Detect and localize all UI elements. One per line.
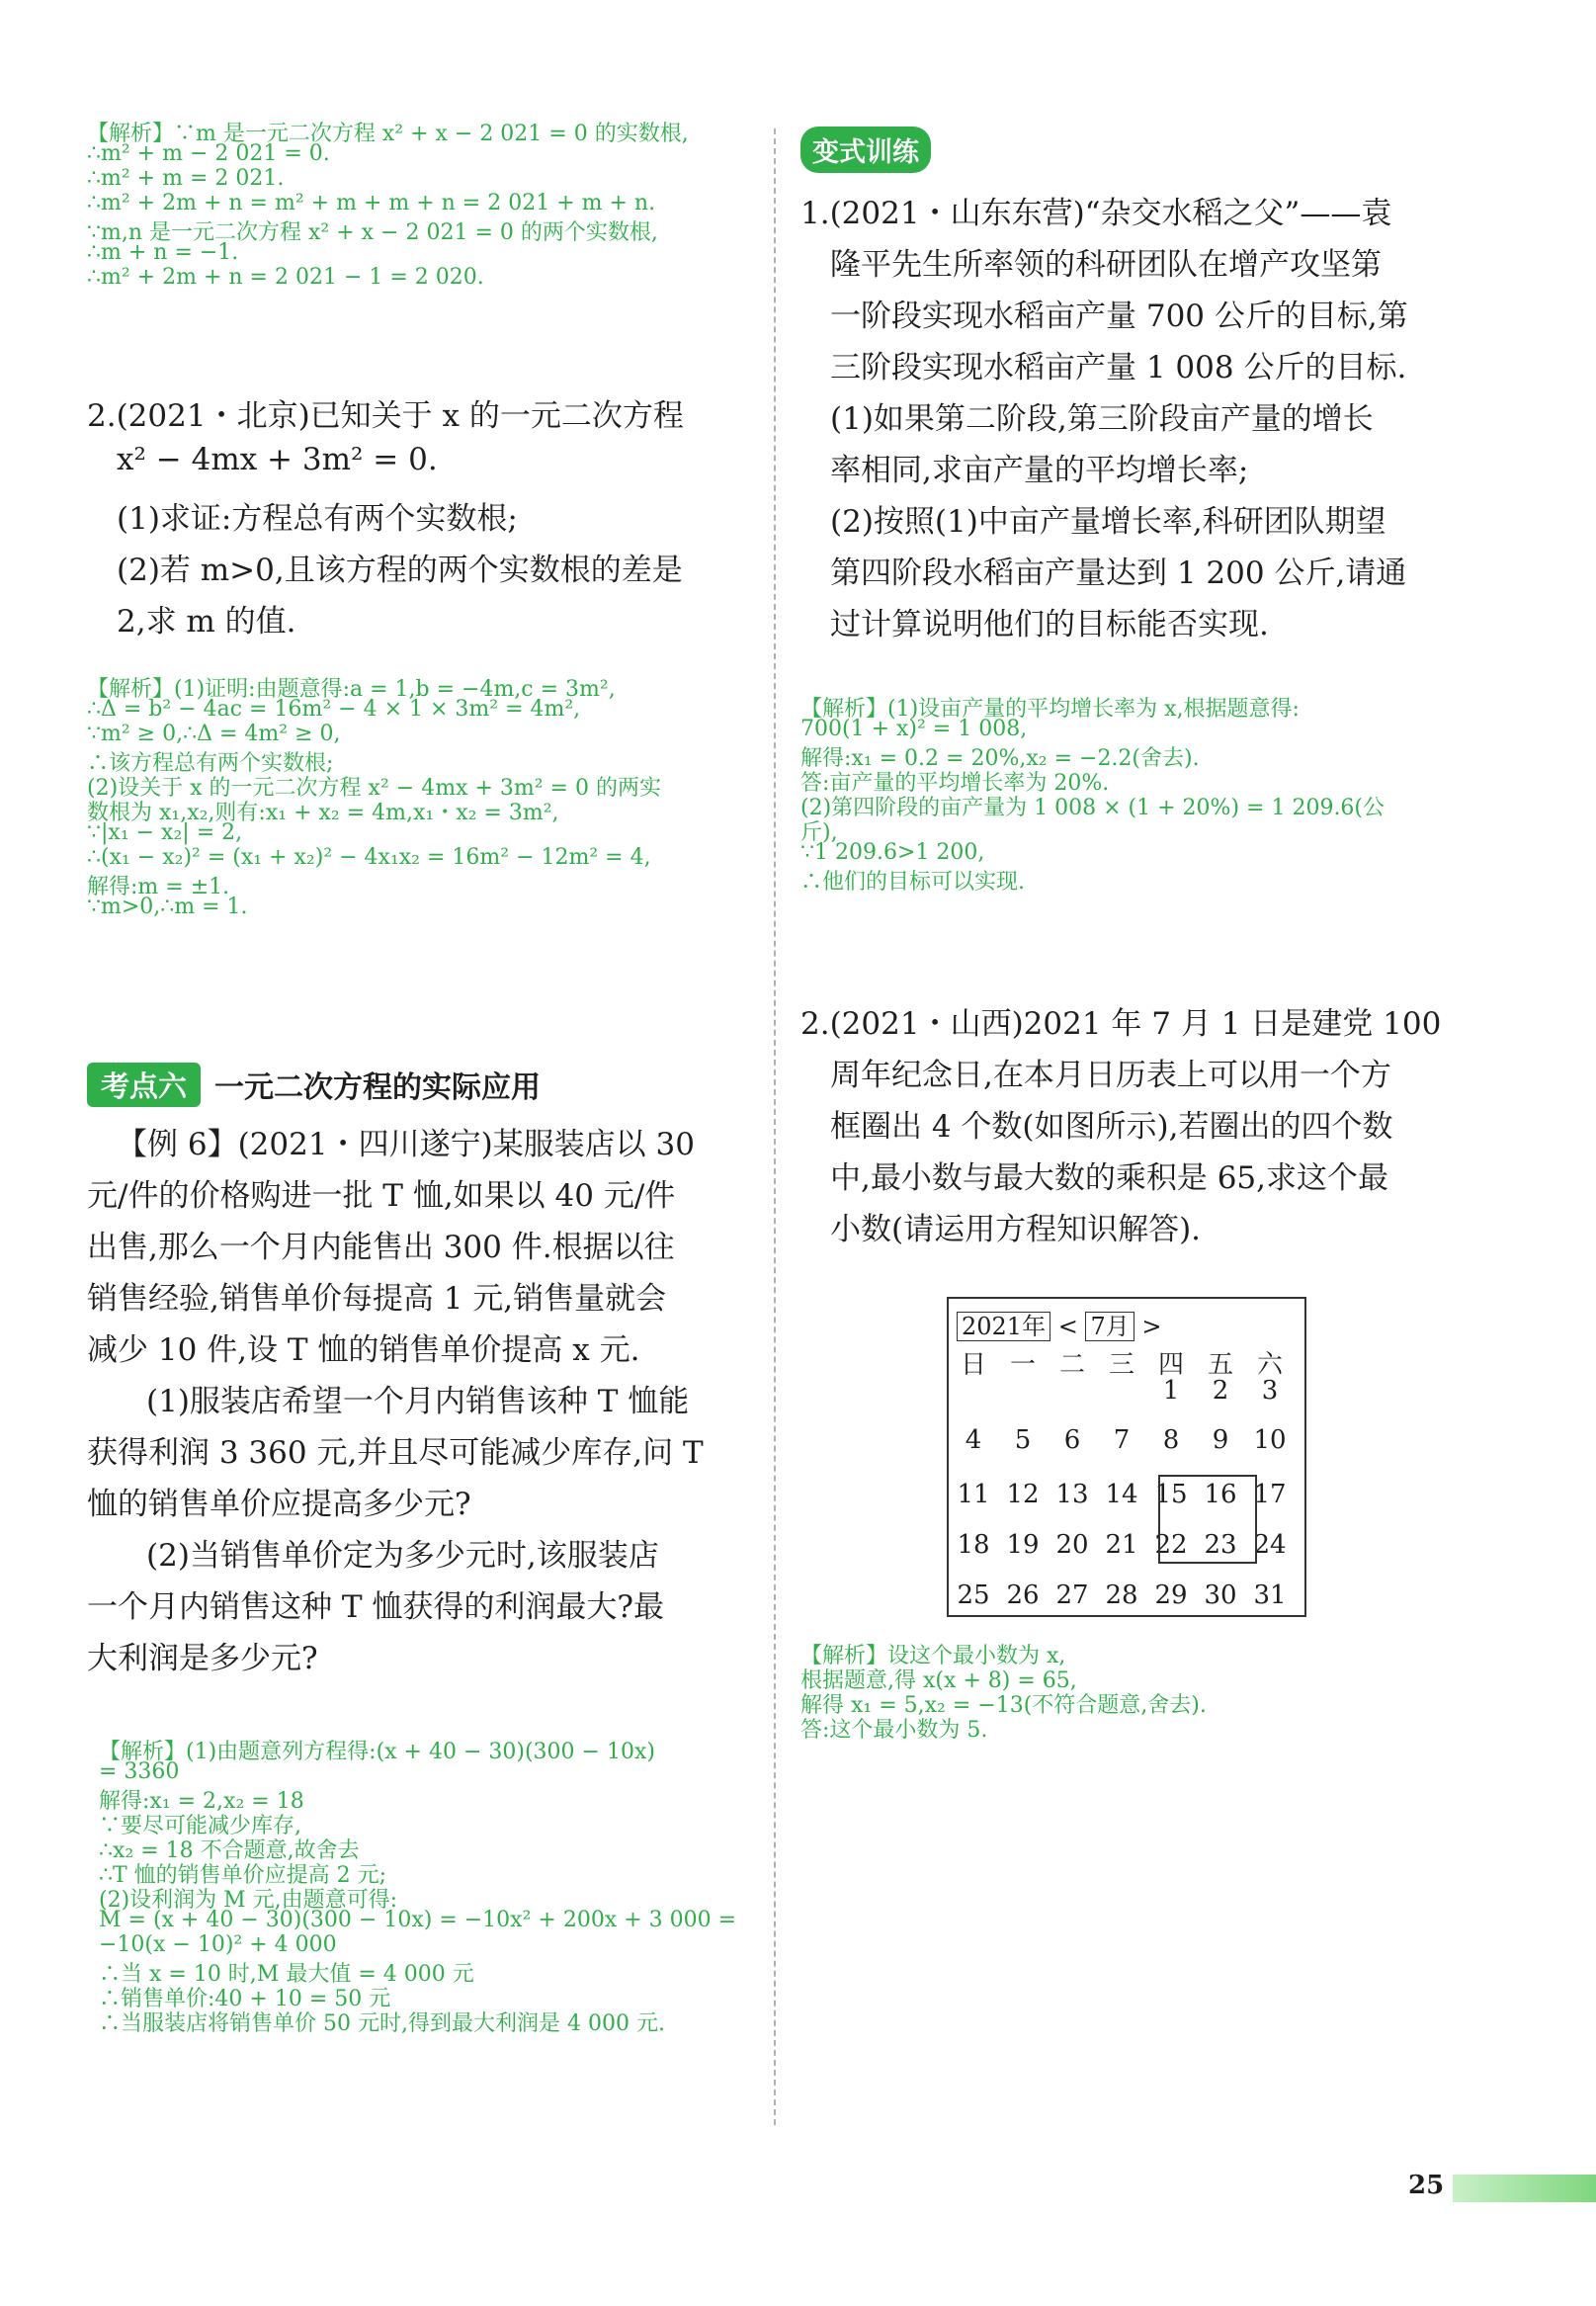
calendar-weekday: 二 xyxy=(1058,1350,1085,1380)
calendar-day: 28 xyxy=(1105,1580,1138,1610)
calendar-day: 15 xyxy=(1154,1480,1188,1509)
practice-analysis2-line: 解得 x₁ = 5,x₂ = −13(不符合题意,舍去). xyxy=(800,1693,1207,1718)
calendar-day: 24 xyxy=(1253,1530,1287,1560)
calendar-day: 30 xyxy=(1204,1580,1237,1610)
calendar-day: 5 xyxy=(1014,1425,1032,1455)
calendar-day: 21 xyxy=(1105,1530,1138,1560)
analysis3-line: 解得:x₁ = 2,x₂ = 18 xyxy=(99,1789,304,1814)
analysis1-line: 【解析】∵m 是一元二次方程 x² + x − 2 021 = 0 的实数根, xyxy=(87,122,689,146)
analysis3-line: ∴销售单价:40 + 10 = 50 元 xyxy=(99,1987,391,2011)
practice-analysis2-line: 【解析】设这个最小数为 x, xyxy=(800,1644,1066,1668)
calendar-day: 8 xyxy=(1162,1425,1180,1455)
calendar-day: 12 xyxy=(1006,1480,1040,1509)
example6-line: 恤的销售单价应提高多少元? xyxy=(87,1487,471,1522)
calendar-day: 19 xyxy=(1006,1530,1040,1560)
section-heading xyxy=(87,1063,541,1106)
practice-q1-line: 三阶段实现水稻亩产量 1 008 公斤的目标. xyxy=(830,350,1407,385)
practice-q1-line: (2)按照(1)中亩产量增长率,科研团队期望 xyxy=(830,504,1386,540)
calendar-day: 1 xyxy=(1162,1376,1180,1406)
example6-line: 获得利润 3 360 元,并且尽可能减少库存,问 T xyxy=(87,1435,704,1471)
analysis2-line: 【解析】(1)证明:由题意得:a = 1,b = −4m,c = 3m², xyxy=(87,677,616,702)
analysis2-line: ∵m² ≥ 0,∴Δ = 4m² ≥ 0, xyxy=(87,722,341,746)
calendar-day: 16 xyxy=(1204,1480,1237,1509)
practice-analysis1-line: ∵1 209.6>1 200, xyxy=(800,840,985,865)
analysis3-line: −10(x − 10)² + 4 000 xyxy=(99,1932,337,1957)
analysis3-line: 【解析】(1)由题意列方程得:(x + 40 − 30)(300 − 10x) xyxy=(99,1740,655,1764)
practice-q2-line: 框圈出 4 个数(如图所示),若圈出的四个数 xyxy=(830,1109,1393,1145)
calendar-day: 13 xyxy=(1055,1480,1089,1509)
example6-line: 一个月内销售这种 T 恤获得的利润最大?最 xyxy=(87,1589,665,1625)
analysis3-line: ∴T 恤的销售单价应提高 2 元; xyxy=(99,1863,387,1888)
analysis2-line: ∴(x₁ − x₂)² = (x₁ + x₂)² − 4x₁x₂ = 16m² − 12m² = 4, xyxy=(87,845,651,870)
practice-q2-line: 周年纪念日,在本月日历表上可以用一个方 xyxy=(830,1058,1391,1093)
analysis3-line: ∴当 x = 10 时,M 最大值 = 4 000 元 xyxy=(99,1962,474,1987)
column-divider xyxy=(774,128,776,2125)
calendar-day: 25 xyxy=(957,1580,990,1610)
practice-analysis1-line: 解得:x₁ = 0.2 = 20%,x₂ = −2.2(舍去). xyxy=(800,746,1200,771)
calendar-day: 20 xyxy=(1055,1530,1089,1560)
calendar-day: 2 xyxy=(1212,1376,1229,1406)
section-title: 一元二次方程的实际应用 xyxy=(214,1070,542,1105)
analysis3-line: ∴当服装店将销售单价 50 元时,得到最大利润是 4 000 元. xyxy=(99,2011,665,2036)
practice-header: 变式训练 xyxy=(800,127,931,173)
calendar-day: 23 xyxy=(1204,1530,1237,1560)
practice-q1-line: 1.(2021・山东东营)“杂交水稻之父”——袁 xyxy=(800,196,1392,231)
practice-q1-line: 第四阶段水稻亩产量达到 1 200 公斤,请通 xyxy=(830,555,1407,591)
question2-line: x² − 4mx + 3m² = 0. xyxy=(117,442,438,477)
page-number: 25 xyxy=(1408,2171,1445,2200)
calendar-day: 10 xyxy=(1253,1425,1287,1455)
analysis2-line: ∴Δ = b² − 4ac = 16m² − 4 × 1 × 3m² = 4m², xyxy=(87,697,581,722)
practice-q2-line: 小数(请运用方程知识解答). xyxy=(830,1212,1202,1247)
calendar-day: 29 xyxy=(1154,1580,1188,1610)
analysis3-line: = 3360 xyxy=(99,1759,180,1784)
calendar-day: 11 xyxy=(957,1480,990,1509)
practice-analysis1-line: 【解析】(1)设亩产量的平均增长率为 x,根据题意得: xyxy=(800,697,1300,722)
example6-line: 大利润是多少元? xyxy=(87,1641,318,1676)
practice-analysis1-line: 答:亩产量的平均增长率为 20%. xyxy=(800,771,1110,796)
selection-box xyxy=(1158,1475,1257,1564)
page-number-bar xyxy=(1453,2175,1596,2202)
analysis1-line: ∴m + n = −1. xyxy=(87,240,239,265)
calendar-figure xyxy=(947,1297,1306,1617)
example6-line: 减少 10 件,设 T 恤的销售单价提高 x 元. xyxy=(87,1332,640,1368)
question2-line: 2.(2021・北京)已知关于 x 的一元二次方程 xyxy=(87,398,684,434)
practice-analysis1-line: ∴他们的目标可以实现. xyxy=(800,870,1025,895)
calendar-day: 26 xyxy=(1006,1580,1040,1610)
analysis3-line: (2)设利润为 M 元,由题意可得: xyxy=(99,1888,398,1913)
analysis1-line: ∵m,n 是一元二次方程 x² + x − 2 021 = 0 的两个实数根, xyxy=(87,220,658,245)
calendar-month: 7月 xyxy=(1085,1312,1134,1341)
section-tag: 考点六 xyxy=(87,1063,201,1107)
calendar-year: 2021年 xyxy=(957,1312,1050,1341)
example6-line: 【例 6】(2021・四川遂宁)某服装店以 30 xyxy=(117,1127,695,1162)
practice-q1-line: 过计算说明他们的目标能否实现. xyxy=(830,607,1269,642)
calendar-weekday: 三 xyxy=(1108,1350,1134,1380)
calendar-day: 14 xyxy=(1105,1480,1138,1509)
example6-line: (1)服装店希望一个月内销售该种 T 恤能 xyxy=(146,1384,690,1419)
analysis2-line: 数根为 x₁,x₂,则有:x₁ + x₂ = 4m,x₁・x₂ = 3m², xyxy=(87,801,559,825)
calendar-header xyxy=(957,1307,1162,1341)
analysis3-line: ∴x₂ = 18 不合题意,故舍去 xyxy=(99,1838,360,1863)
calendar-day: 18 xyxy=(957,1530,990,1560)
example6-line: (2)当销售单价定为多少元时,该服装店 xyxy=(146,1538,659,1574)
example6-line: 销售经验,销售单价每提高 1 元,销售量就会 xyxy=(87,1281,667,1317)
calendar-day: 4 xyxy=(965,1425,982,1455)
analysis2-line: 解得:m = ±1. xyxy=(87,875,230,899)
question2-line: (1)求证:方程总有两个实数根; xyxy=(117,501,518,537)
practice-q1-line: 率相同,求亩产量的平均增长率; xyxy=(830,453,1249,488)
analysis3-line: ∵要尽可能减少库存, xyxy=(99,1814,301,1838)
calendar-day: 22 xyxy=(1154,1530,1188,1560)
question2-line: (2)若 m>0,且该方程的两个实数根的差是 xyxy=(117,553,683,588)
analysis2-line: ∵|x₁ − x₂| = 2, xyxy=(87,820,243,845)
analysis2-line: ∴该方程总有两个实数根; xyxy=(87,751,334,776)
practice-analysis2-line: 答:这个最小数为 5. xyxy=(800,1718,988,1743)
calendar-weekday: 日 xyxy=(960,1350,986,1380)
calendar-day: 31 xyxy=(1253,1580,1287,1610)
practice-analysis1-line: 斤), xyxy=(800,820,838,845)
analysis1-line: ∴m² + 2m + n = m² + m + m + n = 2 021 + m + n. xyxy=(87,191,656,215)
calendar-day: 17 xyxy=(1253,1480,1287,1509)
analysis2-line: (2)设关于 x 的一元二次方程 x² − 4mx + 3m² = 0 的两实 xyxy=(87,776,661,801)
question2-line: 2,求 m 的值. xyxy=(117,604,296,640)
calendar-prev: < xyxy=(1057,1313,1078,1340)
calendar-next: > xyxy=(1141,1313,1162,1340)
analysis1-line: ∴m² + m = 2 021. xyxy=(87,166,285,191)
calendar-day: 3 xyxy=(1261,1376,1279,1406)
calendar-weekday: 一 xyxy=(1009,1350,1036,1380)
calendar-day: 9 xyxy=(1212,1425,1229,1455)
practice-q2-line: 2.(2021・山西)2021 年 7 月 1 日是建党 100 xyxy=(800,1006,1442,1042)
analysis3-line: M = (x + 40 − 30)(300 − 10x) = −10x² + 200x + 3 000 = xyxy=(99,1908,737,1932)
calendar-weekday: 四 xyxy=(1157,1350,1184,1380)
practice-q1-line: (1)如果第二阶段,第三阶段亩产量的增长 xyxy=(830,401,1374,437)
analysis1-line: ∴m² + 2m + n = 2 021 − 1 = 2 020. xyxy=(87,265,484,290)
practice-analysis1-line: (2)第四阶段的亩产量为 1 008 × (1 + 20%) = 1 209.6(公 xyxy=(800,796,1386,820)
analysis1-line: ∴m² + m − 2 021 = 0. xyxy=(87,141,330,166)
practice-analysis2-line: 根据题意,得 x(x + 8) = 65, xyxy=(800,1668,1077,1693)
calendar-weekday: 六 xyxy=(1256,1350,1283,1380)
practice-q1-line: 一阶段实现水稻亩产量 700 公斤的目标,第 xyxy=(830,299,1408,334)
calendar-day: 6 xyxy=(1063,1425,1081,1455)
practice-q1-line: 隆平先生所率领的科研团队在增产攻坚第 xyxy=(830,247,1382,283)
practice-q2-line: 中,最小数与最大数的乘积是 65,求这个最 xyxy=(830,1160,1389,1196)
example6-line: 元/件的价格购进一批 T 恤,如果以 40 元/件 xyxy=(87,1178,676,1214)
practice-analysis1-line: 700(1 + x)² = 1 008, xyxy=(800,717,1028,741)
analysis2-line: ∵m>0,∴m = 1. xyxy=(87,895,248,919)
calendar-day: 27 xyxy=(1055,1580,1089,1610)
calendar-day: 7 xyxy=(1113,1425,1131,1455)
calendar-weekday: 五 xyxy=(1207,1350,1233,1380)
example6-line: 出售,那么一个月内能售出 300 件.根据以往 xyxy=(87,1230,675,1265)
